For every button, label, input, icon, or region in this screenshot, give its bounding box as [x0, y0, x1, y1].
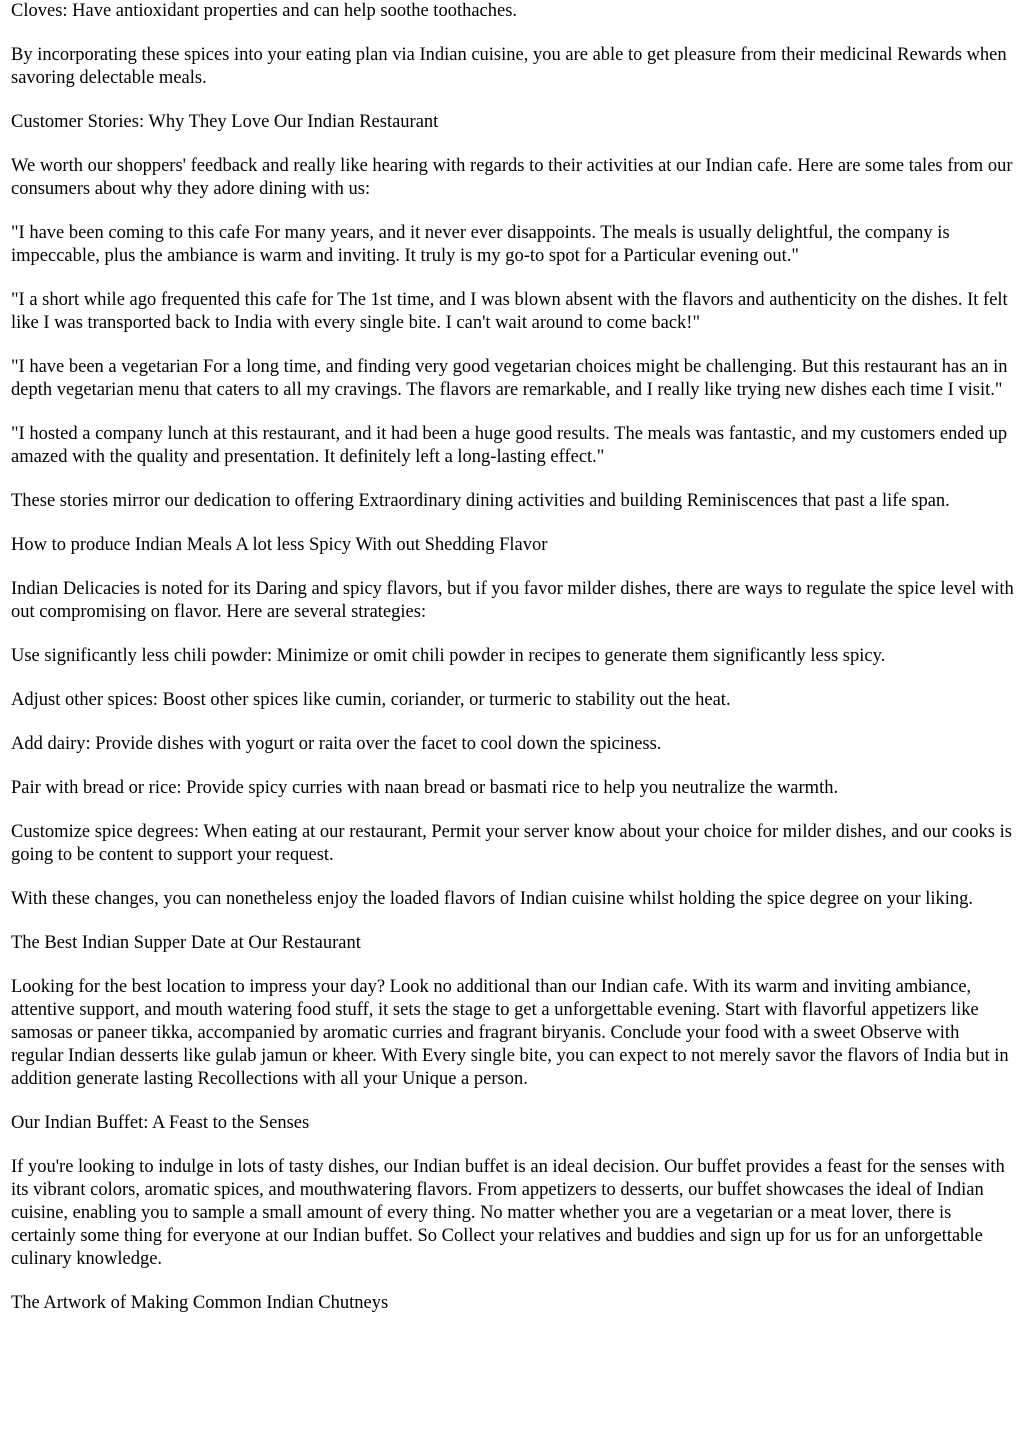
tip-dairy: Add dairy: Provide dishes with yogurt or raita over the facet to cool down the spiciness.: [11, 734, 662, 754]
tip-customize: Customize spice degrees: When eating at our restaurant, Permit your server know about your choice for milder dishes, and our cooks is going to be content to support your request.: [11, 822, 1012, 865]
heading-supper-date: The Best Indian Supper Date at Our Restaurant: [11, 933, 361, 953]
paragraph-feedback-intro: We worth our shoppers' feedback and really like hearing with regards to their activities at our Indian cafe. Here are some tales from our consumers about why they adore dining with us:: [11, 156, 1013, 199]
paragraph-spice-summary: With these changes, you can nonetheless enjoy the loaded flavors of Indian cuisine whilst holding the spice degree on your liking.: [11, 889, 974, 909]
heading-chutneys: The Artwork of Making Common Indian Chutneys: [11, 1293, 389, 1313]
tip-other-spices: Adjust other spices: Boost other spices like cumin, coriander, or turmeric to stability out the heat.: [11, 690, 731, 710]
paragraph-spice-intro: Indian Delicacies is noted for its Daring and spicy flavors, but if you favor milder dishes, there are ways to regulate the spice level with out compromising on flavor. Here are several strategies:: [11, 579, 1014, 622]
paragraph-stories-summary: These stories mirror our dedication to offering Extraordinary dining activities and building Reminiscences that past a life span.: [11, 491, 950, 511]
heading-buffet: Our Indian Buffet: A Feast to the Senses: [11, 1113, 310, 1133]
testimonial-3: "I have been a vegetarian For a long time, and finding very good vegetarian choices might be challenging. But this restaurant has an in depth vegetarian menu that caters to all my cravings. The flavors are remarkable, and I really like trying new dishes each time I visit.": [11, 357, 1008, 400]
paragraph-cloves: Cloves: Have antioxidant properties and can help soothe toothaches.: [11, 1, 518, 21]
heading-less-spicy: How to produce Indian Meals A lot less Spicy With out Shedding Flavor: [11, 535, 548, 555]
testimonial-4: "I hosted a company lunch at this restaurant, and it had been a huge good results. The meals was fantastic, and my customers ended up amazed with the quality and presentation. It definitely left a long-lasting effect.": [11, 424, 1008, 467]
paragraph-supper-date: Looking for the best location to impress your day? Look no additional than our Indian cafe. With its warm and inviting ambiance, attentive support, and mouth watering food stuff, it sets the stage to get a unforgettable evening. Start with flavorful appetizers like samosas or paneer tikka, accompanied by aromatic curries and fragrant biryanis. Conclude your food with a sweet Observe with regular Indian desserts like gulab jamun or kheer. With Every single bite, you can expect to not merely savor the flavors of India but in addition generate lasting Recollections with all your Unique a person.: [11, 977, 1009, 1089]
tip-chili-powder: Use significantly less chili powder: Minimize or omit chili powder in recipes to generate them significantly less spicy.: [11, 646, 886, 666]
paragraph-buffet: If you're looking to indulge in lots of tasty dishes, our Indian buffet is an ideal decision. Our buffet provides a feast for the senses with its vibrant colors, aromatic spices, and mouthwatering flavors. From appetizers to desserts, our buffet showcases the ideal of Indian cuisine, enabling you to sample a small amount of every thing. No matter whether you are a vegetarian or a meat lover, there is certainly some thing for everyone at our Indian buffet. So Collect your relatives and buddies and sign up for us for an unforgettable culinary knowledge.: [11, 1157, 1005, 1269]
heading-customer-stories: Customer Stories: Why They Love Our Indian Restaurant: [11, 112, 439, 132]
tip-bread-rice: Pair with bread or rice: Provide spicy curries with naan bread or basmati rice to help you neutralize the warmth.: [11, 778, 839, 798]
testimonial-2: "I a short while ago frequented this cafe for The 1st time, and I was blown absent with the flavors and authenticity on the dishes. It felt like I was transported back to India with every single bite. I can't wait around to come back!": [11, 290, 1008, 333]
paragraph-medicinal-rewards: By incorporating these spices into your eating plan via Indian cuisine, you are able to get pleasure from their medicinal Rewards when savoring delectable meals.: [11, 45, 1007, 88]
testimonial-1: "I have been coming to this cafe For many years, and it never ever disappoints. The meals is usually delightful, the company is impeccable, plus the ambiance is warm and inviting. It truly is my go-to spot for a Particular evening out.": [11, 223, 950, 266]
